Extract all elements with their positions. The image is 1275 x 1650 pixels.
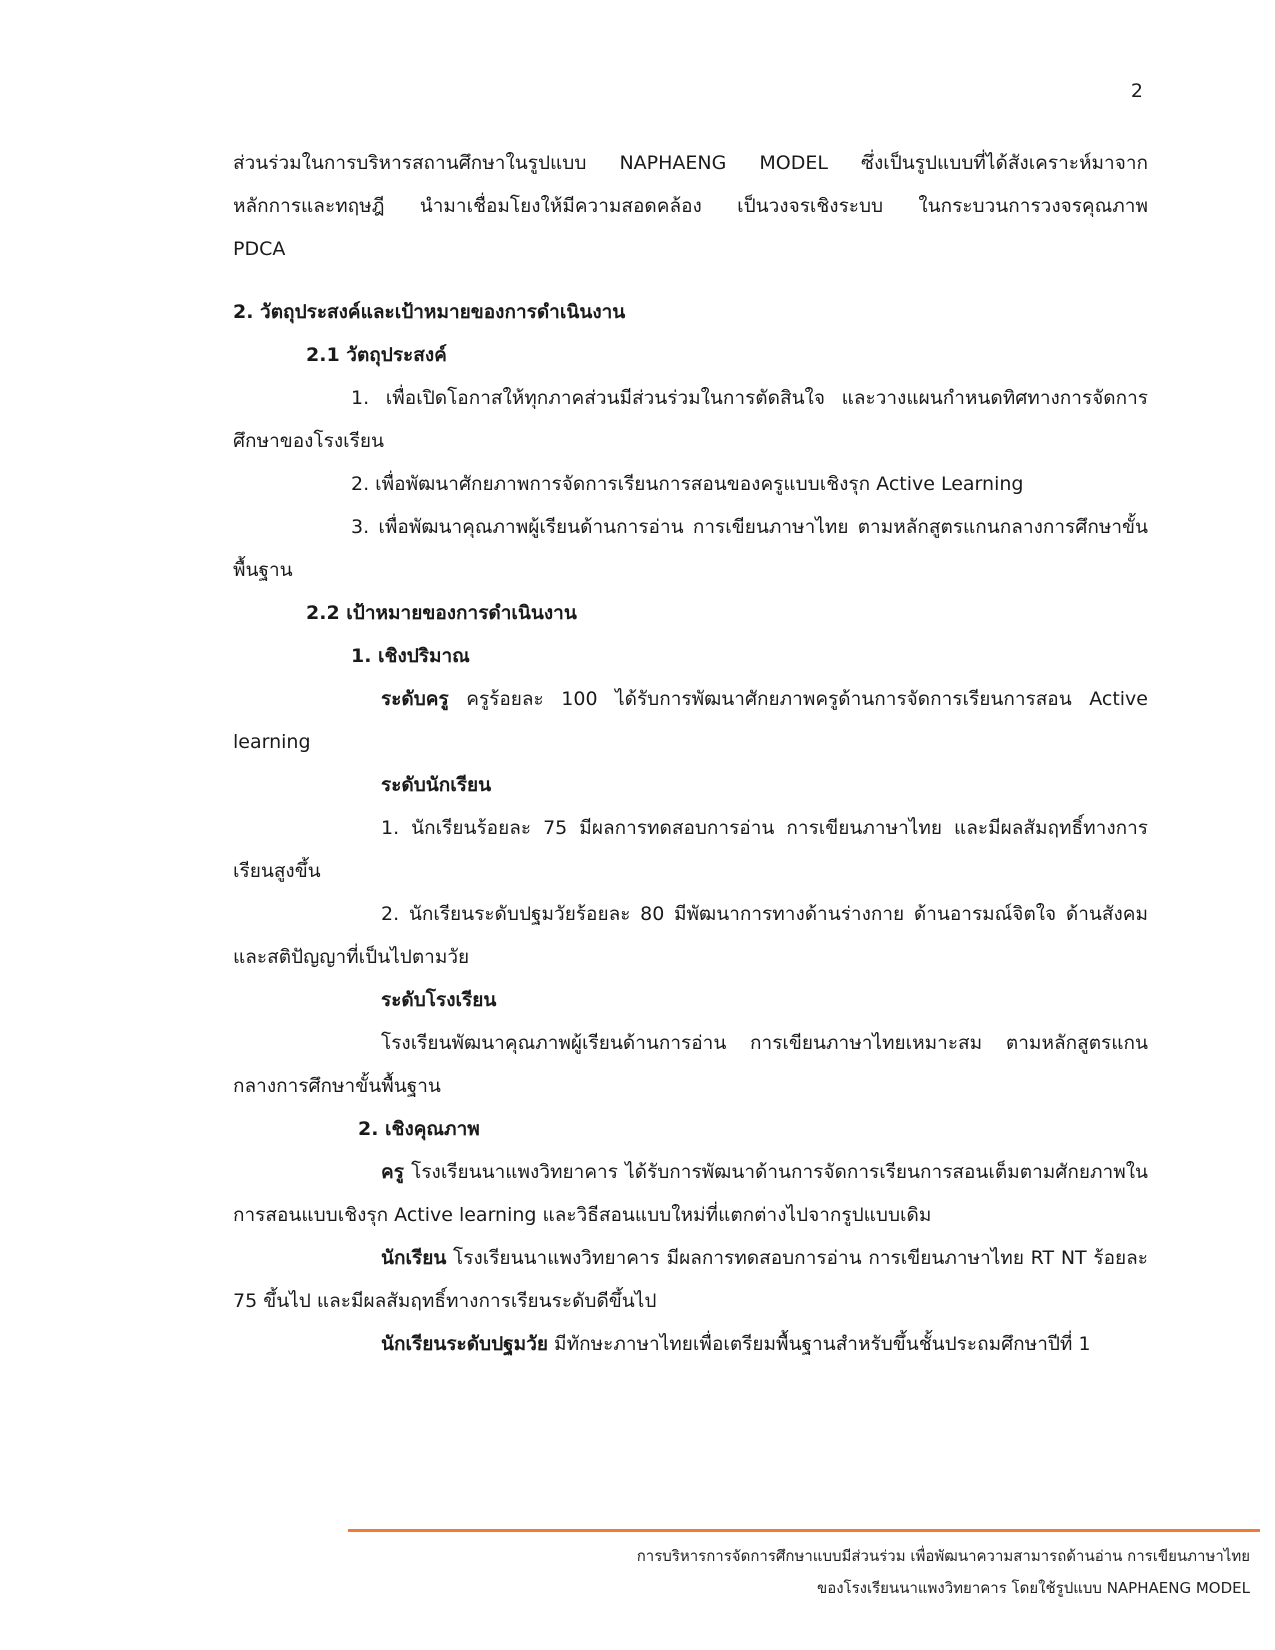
footer-line-1: การบริหารการจัดการศึกษาแบบมีส่วนร่วม เพื่อพัฒนาความสามารถด้านอ่าน การเขียนภาษาไทย bbox=[636, 1547, 1250, 1565]
early-childhood-label: นักเรียนระดับปฐมวัย bbox=[381, 1333, 548, 1355]
subsection-heading-goals: 2.2 เป้าหมายของการดำเนินงาน bbox=[306, 602, 577, 624]
objective-item-3: 3. เพื่อพัฒนาคุณภาพผู้เรียนด้านการอ่าน การเขียนภาษาไทย ตามหลักสูตรแกนกลางการศึกษาขั้นพื้นฐาน bbox=[233, 516, 1148, 581]
intro-line-2: หลักการและทฤษฎี นำมาเชื่อมโยงให้มีความสอดคล้อง เป็นวงจรเชิงระบบ ในกระบวนการวงจรคุณภาพ bbox=[233, 195, 1148, 217]
footer-rule bbox=[348, 1529, 1260, 1532]
qualitative-student-text: โรงเรียนนาแพงวิทยาคาร มีผลการทดสอบการอ่าน การเขียนภาษาไทย RT NT ร้อยละ 75 ขึ้นไป และมีผลสัมฤทธิ์ทางการเรียนระดับดีขึ้นไป bbox=[233, 1247, 1148, 1312]
qualitative-early-childhood-paragraph bbox=[233, 1323, 1148, 1366]
subsection-heading-objectives: 2.1 วัตถุประสงค์ bbox=[306, 344, 447, 366]
qualitative-heading: 2. เชิงคุณภาพ bbox=[358, 1118, 480, 1140]
school-level-text: โรงเรียนพัฒนาคุณภาพผู้เรียนด้านการอ่าน การเขียนภาษาไทยเหมาะสม ตามหลักสูตรแกนกลางการศึกษาขั้นพื้นฐาน bbox=[233, 1032, 1148, 1097]
early-childhood-text: มีทักษะภาษาไทยเพื่อเตรียมพื้นฐานสำหรับขึ้นชั้นประถมศึกษาปีที่ 1 bbox=[548, 1333, 1091, 1355]
footer-line-2: ของโรงเรียนนาแพงวิทยาคาร โดยใช้รูปแบบ NAPHAENG MODEL bbox=[816, 1579, 1250, 1597]
school-level-label: ระดับโรงเรียน bbox=[381, 989, 497, 1011]
teacher-level-text: ครูร้อยละ 100 ได้รับการพัฒนาศักยภาพครูด้านการจัดการเรียนการสอน Active learning bbox=[233, 688, 1148, 753]
objective-item-1: 1. เพื่อเปิดโอกาสให้ทุกภาคส่วนมีส่วนร่วมในการตัดสินใจ และวางแผนกำหนดทิศทางการจัดการศึกษาของโรงเรียน bbox=[233, 387, 1148, 452]
student-level-item-1: 1. นักเรียนร้อยละ 75 มีผลการทดสอบการอ่าน การเขียนภาษาไทย และมีผลสัมฤทธิ์ทางการเรียนสูงขึ้น bbox=[233, 817, 1148, 882]
student-level-label: ระดับนักเรียน bbox=[381, 774, 492, 796]
qualitative-student-paragraph bbox=[233, 1237, 1148, 1323]
teacher-level-label: ระดับครู bbox=[381, 688, 449, 710]
qualitative-teacher-label: ครู bbox=[381, 1161, 404, 1183]
qualitative-teacher-text: โรงเรียนนาแพงวิทยาคาร ได้รับการพัฒนาด้านการจัดการเรียนการสอนเต็มตามศักยภาพในการสอนแบบเชิงรุก Active learning และวิธีสอนแบบใหม่ที่แตกต่างไปจากรูปแบบเดิม bbox=[233, 1161, 1148, 1226]
page-footer bbox=[637, 1540, 1250, 1604]
intro-line-3: PDCA bbox=[233, 238, 286, 260]
qualitative-teacher-paragraph bbox=[233, 1151, 1148, 1237]
quantitative-teacher-paragraph bbox=[233, 678, 1148, 764]
objective-item-2: 2. เพื่อพัฒนาศักยภาพการจัดการเรียนการสอนของครูแบบเชิงรุก Active Learning bbox=[351, 473, 1024, 495]
student-level-item-2: 2. นักเรียนระดับปฐมวัยร้อยละ 80 มีพัฒนาการทางด้านร่างกาย ด้านอารมณ์จิตใจ ด้านสังคม และสติปัญญาที่เป็นไปตามวัย bbox=[233, 903, 1148, 968]
document-body bbox=[233, 142, 1148, 1366]
section-heading-objectives-goals: 2. วัตถุประสงค์และเป้าหมายของการดำเนินงาน bbox=[233, 301, 626, 323]
page-number: 2 bbox=[1130, 80, 1143, 102]
intro-line-1: ส่วนร่วมในการบริหารสถานศึกษาในรูปแบบ NAPHAENG MODEL ซึ่งเป็นรูปแบบที่ได้สังเคราะห์มาจาก bbox=[233, 152, 1148, 174]
quantitative-heading: 1. เชิงปริมาณ bbox=[351, 645, 470, 667]
qualitative-student-label: นักเรียน bbox=[381, 1247, 447, 1269]
